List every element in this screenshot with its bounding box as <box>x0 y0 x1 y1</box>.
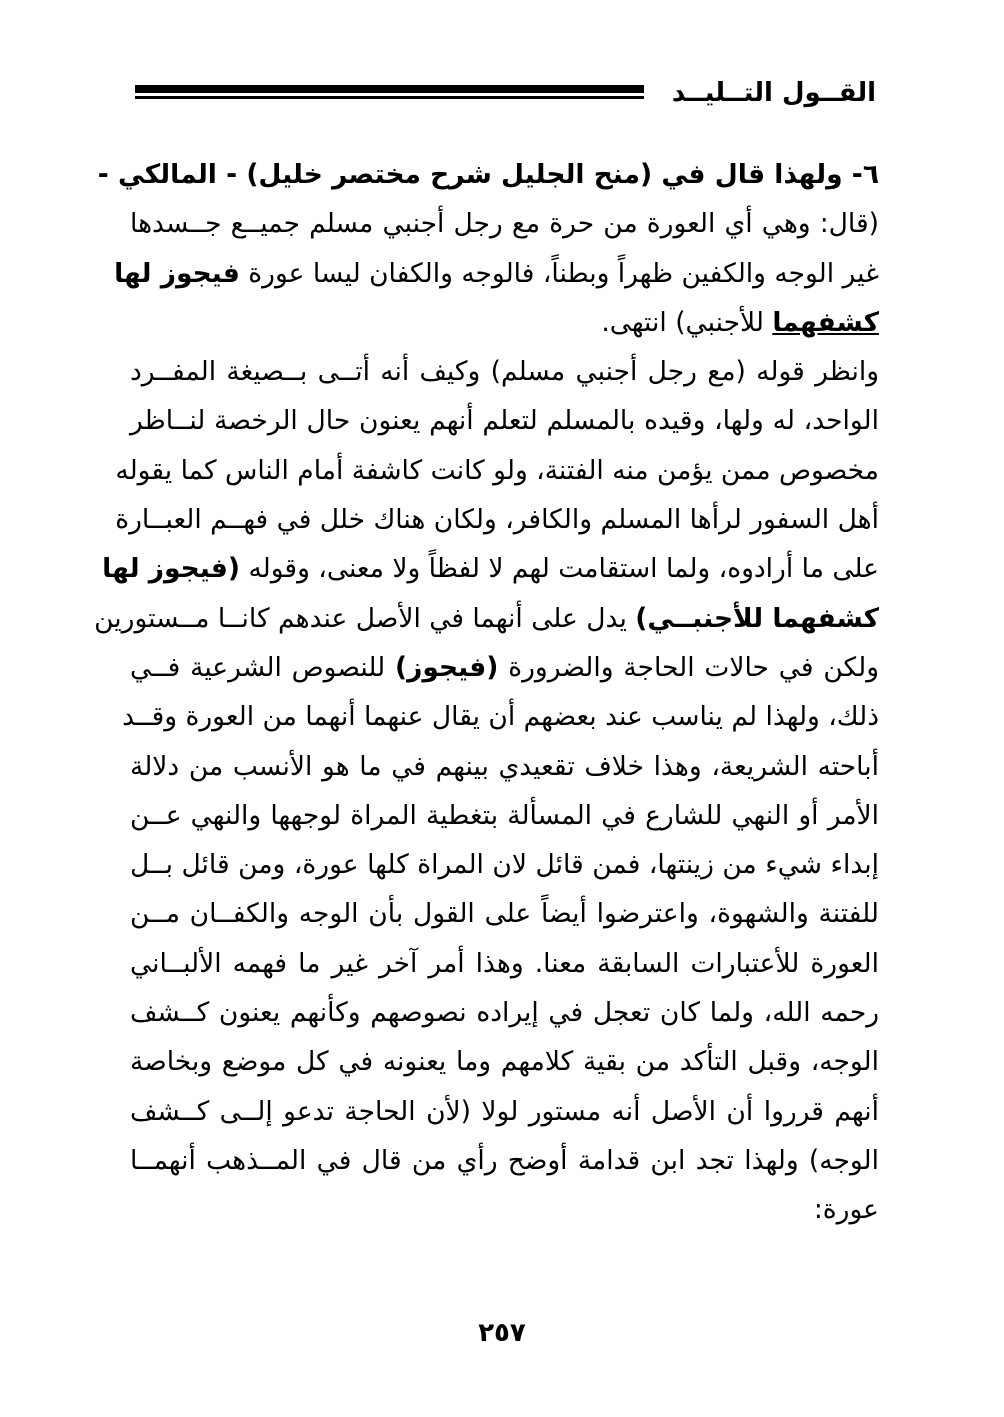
text-line: ٦- ولهذا قال في (منح الجليل شرح مختصر خليل) - المالكي - <box>97 159 879 190</box>
text-line: عورة: <box>813 1194 879 1226</box>
text-line: إبداء شيء من زينتها، فمن قائل لان المراة كلها عورة، ومن قائل بــل <box>130 849 879 881</box>
text-line: الواحد، له ولها، وقيده بالمسلم لتعلم أنهم يعنون حال الرخصة لنــاظر <box>130 405 879 437</box>
text-line: الوجه، وقبل التأكد من بقية كلامهم وما يعنونه في كل موضع وبخاصة <box>130 1046 879 1078</box>
text-line: (قال: وهي أي العورة من حرة مع رجل أجنبي مسلم جميــع جــسدها <box>130 208 879 240</box>
header-rule <box>135 85 644 101</box>
text-line: غير الوجه والكفين ظهراً وبطناً، فالوجه والكفان ليسا عورة فيجوز لها <box>114 257 879 289</box>
text-line: العورة للأعتبارات السابقة معنا. وهذا أمر آخر غير ما فهمه الألبــاني <box>130 947 879 979</box>
text-line: للفتنة والشهوة، واعترضوا أيضاً على القول بأن الوجه والكفــان مــن <box>130 898 879 930</box>
text-line: على ما أرادوه، ولما استقامت لهم لا لفظاً ولا معنى، وقوله (فيجوز لها <box>102 553 879 585</box>
text-line: أهل السفور لرأها المسلم والكافر، ولكان هناك خلل في فهــم العبــارة <box>115 504 879 536</box>
text-line: ولكن في حالات الحاجة والضرورة (فيجوز) للنصوص الشرعية فــي <box>130 651 879 683</box>
text-line: أباحته الشريعة، وهذا خلاف تقعيدي بينهم في ما هو الأنسب من دلالة <box>130 750 879 782</box>
text-line: الأمر أو النهي للشارع في المسألة بتغطية المراة لوجهها والنهي عــن <box>130 799 879 831</box>
text-line: مخصوص ممن يؤمن منه الفتنة، ولو كانت كاشفة أمام الناس كما يقوله <box>115 454 879 486</box>
text-line: ذلك، ولهذا لم يناسب عند بعضهم أن يقال عنهما أنهما من العورة وقــد <box>122 701 879 733</box>
page-number: ٢٥٧ <box>478 1318 526 1348</box>
text-line: أنهم قرروا أن الأصل أنه مستور لولا (لأن الحاجة تدعو إلــى كــشف <box>130 1095 879 1127</box>
header-rule-thick <box>135 85 644 93</box>
running-header <box>135 70 876 116</box>
text-line: الوجه) ولهذا تجد ابن قدامة أوضح رأي من قال في المــذهب أنهمــا <box>130 1144 879 1176</box>
header-rule-thin <box>135 96 644 99</box>
text-line: كشفهما للأجنبــي) يدل على أنهما في الأصل عندهم كانــا مــستورين <box>94 602 879 634</box>
text-line: رحمه الله، ولما كان تعجل في إيراده نصوصهم وكأنهم يعنون كــشف <box>130 997 879 1029</box>
body-text <box>94 150 879 1235</box>
text-line: كشفهما للأجنبي) انتهى. <box>601 306 879 338</box>
text-line: وانظر قوله (مع رجل أجنبي مسلم) وكيف أنه أتــى بــصيغة المفــرد <box>130 356 879 388</box>
header-title: القــول التــليــد <box>671 78 876 108</box>
